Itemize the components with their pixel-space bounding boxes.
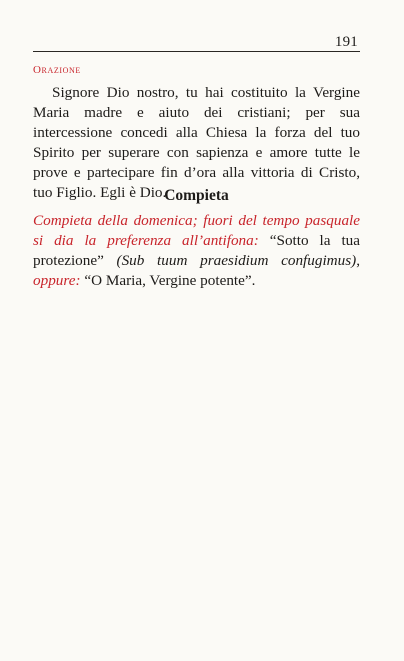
section-heading-compieta: Compieta <box>164 187 229 204</box>
rubric-paragraph <box>33 211 360 291</box>
rubric-option-1-latin: (Sub tuum praesidium confugimus) <box>116 252 357 269</box>
rubric-comma: , <box>356 252 360 269</box>
page-number: 191 <box>334 34 358 50</box>
rubric-option-2: “O Maria, Vergine potente”. <box>84 272 256 289</box>
header-rule <box>33 51 360 52</box>
rubric-intro: Compieta della domenica; fuori del tempo pasquale si dia la preferenza all’antifona: <box>33 212 360 249</box>
rubric-option-1: “Sotto la tua protezione” <box>33 232 361 269</box>
section-label-orazione: Orazione <box>33 64 81 76</box>
rubric-separator: oppure: <box>33 272 81 289</box>
prayer-paragraph: Signore Dio nostro, tu hai costituito la Vergine Maria madre e aiuto dei cristiani; per sua intercessione concedi alla Chiesa la forza del tuo Spirito per superare con sapienza e amore tutte le prove e partecipare fin d’ora alla vittoria di Cristo, tuo Figlio. Egli è Dio. <box>33 84 360 201</box>
